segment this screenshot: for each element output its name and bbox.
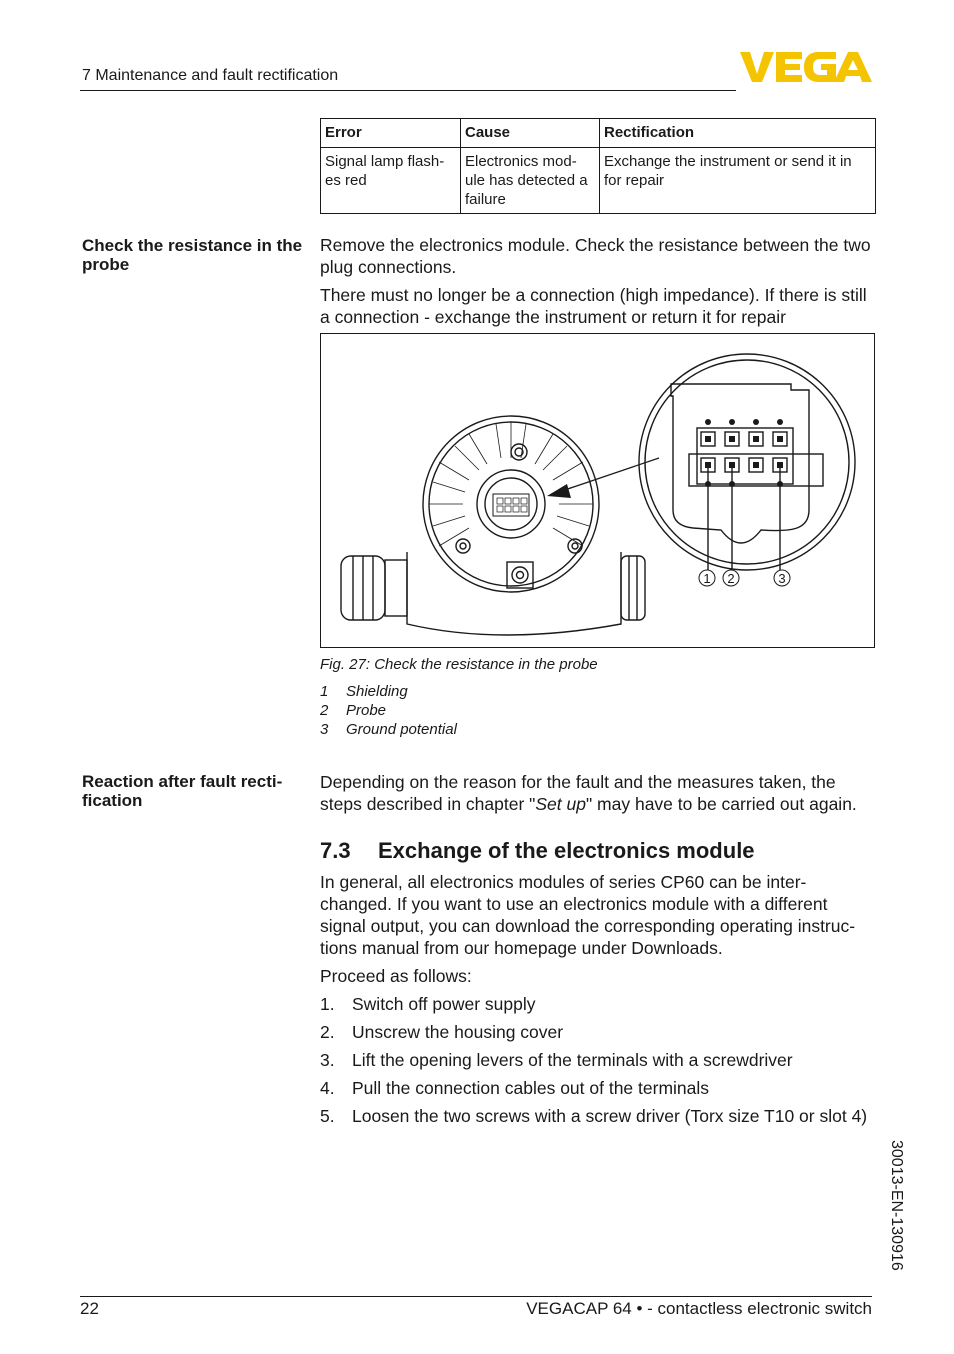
list-item: 3. Lift the opening levers of the terminals with a screwdriver	[320, 1050, 793, 1070]
column-header-rectification: Rectification	[600, 119, 876, 148]
callout-1	[699, 570, 715, 586]
chapter-reference-link[interactable]: Set up	[535, 794, 586, 814]
housing-ribs	[429, 422, 593, 546]
callout-2	[723, 570, 739, 586]
section-heading: 7.3 Exchange of the electronics module	[320, 838, 755, 863]
document-id: 30013-EN-130916	[888, 1140, 905, 1271]
page-number: 22	[80, 1299, 99, 1318]
table-header-row	[321, 119, 876, 148]
table-row	[321, 148, 876, 214]
column-header-cause: Cause	[461, 119, 600, 148]
svg-text:3: 3	[778, 571, 786, 586]
table-cell-cause: Electronics mod-ule has detected a failure	[461, 148, 600, 214]
legend-item: 3 Ground potential	[320, 721, 457, 738]
table-cell-rectification: Exchange the instrument or send it in for repair	[600, 148, 876, 214]
figure-resistance-probe	[320, 333, 875, 648]
cable-gland-right	[621, 556, 645, 620]
header-rule	[80, 90, 736, 91]
legend-item: 2 Probe	[320, 702, 387, 719]
side-heading-check-resistance: Check the resistance in the probe	[82, 236, 303, 274]
legend-item: 1 Shielding	[320, 683, 408, 700]
reaction-body	[320, 771, 874, 821]
figure-caption: Fig. 27: Check the resistance in the probe	[320, 656, 598, 673]
check-resistance-body	[320, 234, 874, 334]
paragraph: Proceed as follows:	[320, 966, 472, 986]
callout-3	[774, 570, 790, 586]
paragraph: In general, all electronics modules of series CP60 can be inter-changed. If you want to use an electronics module with a different signal output, you can download the corresponding operating instruc-tions manual from our homepage under Downloads.	[320, 872, 856, 958]
paragraph: Remove the electronics module. Check the resistance between the two plug connections.	[320, 235, 871, 277]
footer-rule	[80, 1296, 872, 1297]
paragraph: Depending on the reason for the fault and the measures taken, the steps described in chapter "Set up" may have to be carried out again.	[320, 772, 857, 814]
column-header-error: Error	[321, 119, 461, 148]
list-item: 1. Switch off power supply	[320, 994, 536, 1014]
running-header: 7 Maintenance and fault rectification	[82, 67, 339, 84]
section-intro	[320, 871, 874, 993]
cable-gland-left	[341, 556, 407, 620]
procedure-list	[320, 993, 874, 1133]
list-item: 5. Loosen the two screws with a screw driver (Torx size T10 or slot 4)	[320, 1106, 868, 1126]
table-cell-error: Signal lamp flash-es red	[321, 148, 461, 214]
svg-text:2: 2	[727, 571, 735, 586]
figure-legend	[320, 682, 457, 739]
side-heading-reaction: Reaction after fault recti-fication	[82, 772, 283, 810]
footer-document-title: VEGACAP 64 • - contactless electronic switch	[526, 1299, 872, 1318]
list-item: 2. Unscrew the housing cover	[320, 1022, 564, 1042]
paragraph: There must no longer be a connection (high impedance). If there is still a connection - exchange the instrument or return it for repair	[320, 285, 867, 327]
vega-logo	[740, 50, 872, 84]
svg-text:1: 1	[703, 571, 711, 586]
error-table	[320, 118, 876, 214]
list-item: 4. Pull the connection cables out of the terminals	[320, 1078, 710, 1098]
